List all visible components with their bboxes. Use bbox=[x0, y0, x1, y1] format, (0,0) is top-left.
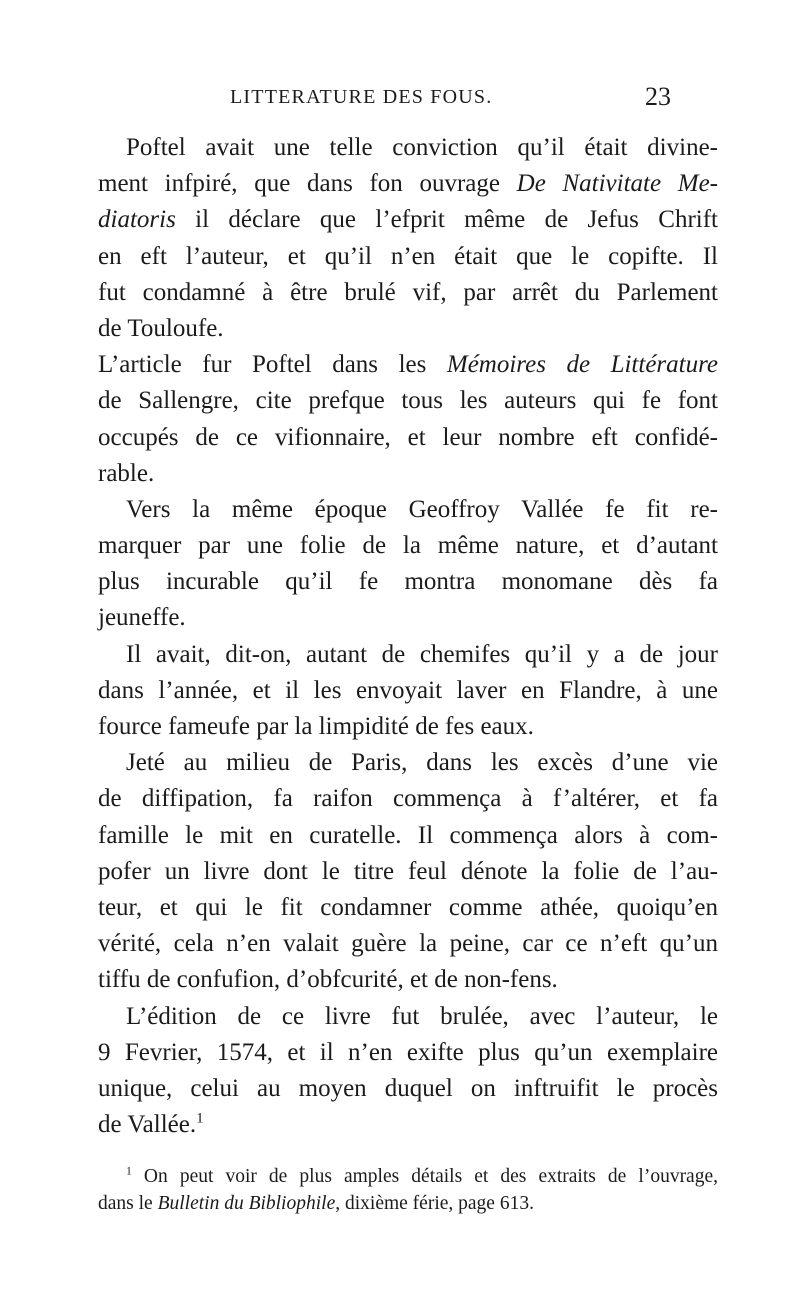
text-line: teur, et qui le fit condamner comme athée, quoiqu’en bbox=[98, 893, 718, 921]
text-line: plus incurable qu’il fe montra monomane dès fa bbox=[98, 568, 718, 596]
body-text bbox=[98, 130, 718, 1143]
text-line: Jeté au milieu de Paris, dans les excès d’une vie bbox=[126, 749, 718, 777]
footnote-line: dans le Bulletin du Bibliophile, dixième férie, page 613. bbox=[98, 1193, 534, 1214]
footnote-line: $^1$ On peut voir de plus amples détails et des extraits de l’ouvrage, bbox=[126, 1164, 718, 1187]
text-line: vérité, cela n’en valait guère la peine, car ce n’eft qu’un bbox=[98, 930, 718, 958]
text-line: de Vallée.$^1$ bbox=[98, 1110, 204, 1139]
text-line: Poftel avait une telle conviction qu’il était divine- bbox=[126, 134, 718, 161]
text-line: fut condamné à être brulé vif, par arrêt du Parlement bbox=[98, 278, 718, 306]
text-line: 9 Fevrier, 1574, et il n’en exifte plus qu’un exemplaire bbox=[98, 1038, 718, 1066]
page-number: 23 bbox=[645, 82, 671, 111]
text-line: Vers la même époque Geoffroy Vallée fe fit re- bbox=[126, 495, 718, 523]
text-line: L’édition de ce livre fut brulée, avec l’auteur, le bbox=[126, 1002, 718, 1030]
text-line: marquer par une folie de la même nature, et d’autant bbox=[98, 532, 718, 560]
text-line: famille le mit en curatelle. Il commença alors à com- bbox=[98, 821, 718, 849]
text-line: en eft l’auteur, et qu’il n’en était que le copifte. Il bbox=[98, 242, 718, 270]
text-line: fource fameufe par la limpidité de fes eaux. bbox=[98, 713, 534, 740]
footnote-reference[interactable]: 1 bbox=[196, 1110, 204, 1127]
text-line: de diffipation, fa raifon commença à f’altérer, et fa bbox=[98, 785, 718, 813]
running-head: LITTERATURE DES FOUS. bbox=[230, 86, 493, 108]
text-line: L’article fur Poftel dans les Mémoires de Littérature bbox=[98, 351, 718, 379]
text-line: jeuneffe. bbox=[98, 604, 186, 632]
text-line: pofer un livre dont le titre feul dénote la folie de l’au- bbox=[98, 857, 718, 885]
text-line: de Sallengre, cite prefque tous les auteurs qui fe font bbox=[98, 387, 718, 415]
footnote bbox=[98, 1163, 718, 1217]
text-line: tiffu de confufion, d’obfcurité, et de non-fens. bbox=[98, 966, 558, 994]
text-line: occupés de ce vifionnaire, et leur nombre eft confidé- bbox=[98, 423, 718, 451]
text-line: de Touloufe. bbox=[98, 314, 224, 342]
text-line: dans l’année, et il les envoyait laver en Flandre, à une bbox=[98, 676, 718, 704]
text-line: Il avait, dit-on, autant de chemifes qu’il y a de jour bbox=[126, 640, 718, 668]
footnote-marker: 1 bbox=[126, 1164, 132, 1178]
text-line: diatoris il déclare que l’efprit même de Jefus Chrift bbox=[98, 206, 718, 234]
text-line: rable. bbox=[98, 459, 155, 487]
text-line: unique, celui au moyen duquel on inftruifit le procès bbox=[98, 1074, 718, 1102]
text-line: ment infpiré, que dans fon ouvrage De Nativitate Me- bbox=[98, 170, 719, 198]
